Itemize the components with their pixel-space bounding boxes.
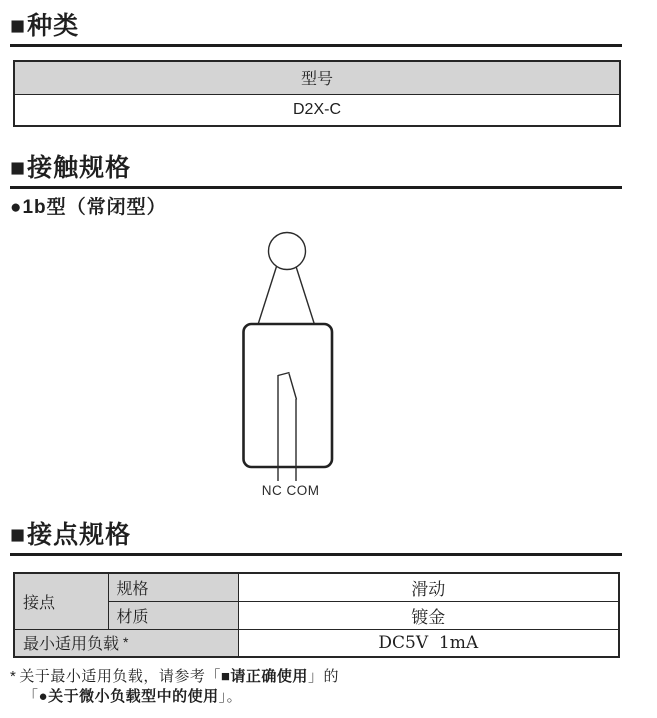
- section-square-marker: ■: [10, 521, 27, 549]
- switch-diagram: [160, 228, 420, 500]
- section-contact-title: 接触规格: [27, 154, 132, 182]
- spec-row-label: 材质: [108, 601, 238, 629]
- footnote-asterisk: *: [10, 668, 17, 685]
- bullet-marker: ●: [10, 197, 23, 218]
- min-load-value-cell: DC5V 1mA: [238, 629, 619, 657]
- nc-label: NC: [261, 483, 283, 498]
- section-types-heading: [10, 12, 622, 47]
- section-square-marker: ■: [10, 12, 27, 40]
- min-load-asterisk: *: [123, 634, 129, 651]
- model-table-header-row: [14, 61, 620, 94]
- footnote-bracket-close: 」: [307, 667, 324, 685]
- footnote-line-1: [10, 667, 622, 687]
- section-contact-heading: [10, 154, 622, 189]
- model-table-header-cell: 型号: [14, 61, 620, 94]
- spec-table-row: [14, 629, 619, 657]
- com-label: COM: [286, 483, 320, 498]
- spec-row-label: 规格: [108, 573, 238, 601]
- plunger-left-leg: [258, 267, 277, 325]
- section-types-title: 种类: [27, 12, 80, 40]
- spec-table: [13, 572, 620, 658]
- spec-table-row: [14, 573, 619, 601]
- min-load-label: 最小适用负载: [23, 636, 120, 654]
- spec-group-cell: 接点: [14, 573, 108, 629]
- footnote-bracket-open: 「: [205, 667, 221, 685]
- section-contact-point-heading: [10, 521, 622, 556]
- plunger-right-leg: [296, 267, 315, 325]
- footnote-line-2: [10, 687, 622, 707]
- footnote-text: 关于最小适用负载，请参考: [19, 667, 206, 685]
- model-table: [13, 60, 621, 127]
- model-table-value-row: [14, 94, 620, 126]
- switch-body: [244, 324, 333, 467]
- spec-row-value: 滑动: [238, 573, 619, 601]
- switch-diagram-container: [10, 228, 622, 500]
- footnote-section-ref: ■请正确使用: [220, 668, 308, 685]
- contact-type-subheading: [10, 195, 622, 220]
- footnote-subsection-ref: ●关于微小负载型中的使用: [38, 687, 219, 705]
- footnote-bracket-open: 「: [23, 686, 39, 705]
- contact-type-label: 1b型（常闭型）: [22, 197, 167, 218]
- footnote-period: 。: [226, 686, 243, 705]
- model-table-value-cell: D2X-C: [14, 94, 620, 126]
- spec-row-value: 镀金: [238, 601, 619, 629]
- section-contact-point-title: 接点规格: [27, 521, 132, 549]
- footnote-tail: 的: [323, 667, 339, 685]
- section-square-marker: ■: [10, 154, 27, 182]
- footnote-bracket-close: 」: [218, 686, 227, 705]
- min-load-label-cell: [14, 629, 238, 657]
- plunger-circle: [269, 233, 306, 270]
- footnote: [10, 667, 622, 706]
